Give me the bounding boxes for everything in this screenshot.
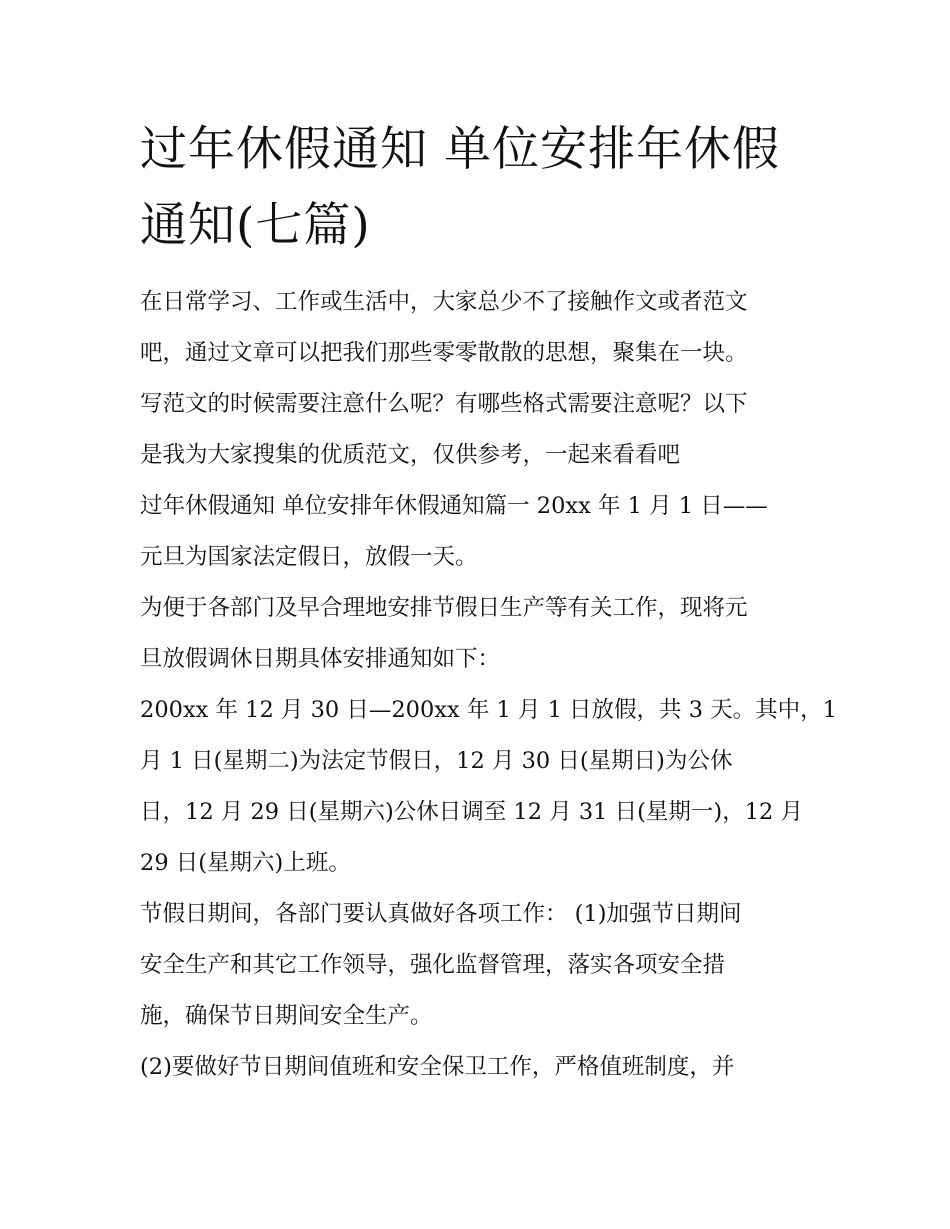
title-line: 通知(七篇)	[140, 198, 371, 253]
body-line: 施，确保节日期间安全生产。	[140, 1003, 433, 1029]
body-line: 为便于各部门及早合理地安排节假日生产等有关工作，现将元	[140, 595, 748, 621]
body-line: 日，12 月 29 日(星期六)公休日调至 12 月 31 日(星期一)，12 月	[140, 799, 803, 825]
document-title	[140, 112, 830, 264]
body-line: (2)要做好节日期间值班和安全保卫工作，严格值班制度，并	[140, 1054, 735, 1080]
body-line: 在日常学习、工作或生活中，大家总少不了接触作文或者范文	[140, 289, 748, 315]
body-line: 写范文的时候需要注意什么呢？有哪些格式需要注意呢？以下	[140, 391, 748, 417]
body-line: 节假日期间，各部门要认真做好各项工作： (1)加强节日期间	[140, 901, 742, 927]
body-line: 过年休假通知 单位安排年休假通知篇一 20xx 年 1 月 1 日——	[140, 493, 768, 519]
body-line: 旦放假调休日期具体安排通知如下：	[140, 646, 501, 672]
document-body	[140, 277, 837, 1093]
body-line: 安全生产和其它工作领导，强化监督管理，落实各项安全措	[140, 952, 726, 978]
body-line: 月 1 日(星期二)为法定节假日，12 月 30 日(星期日)为公休	[140, 748, 733, 774]
title-line: 过年休假通知 单位安排年休假	[140, 122, 780, 177]
body-line: 是我为大家搜集的优质范文，仅供参考，一起来看看吧	[140, 442, 681, 468]
body-line: 29 日(星期六)上班。	[140, 850, 351, 876]
body-line: 元旦为国家法定假日，放假一天。	[140, 544, 478, 570]
body-line: 吧，通过文章可以把我们那些零零散散的思想，聚集在一块。	[140, 340, 748, 366]
body-line: 200xx 年 12 月 30 日—200xx 年 1 月 1 日放假，共 3 天。其中，1	[140, 697, 837, 723]
